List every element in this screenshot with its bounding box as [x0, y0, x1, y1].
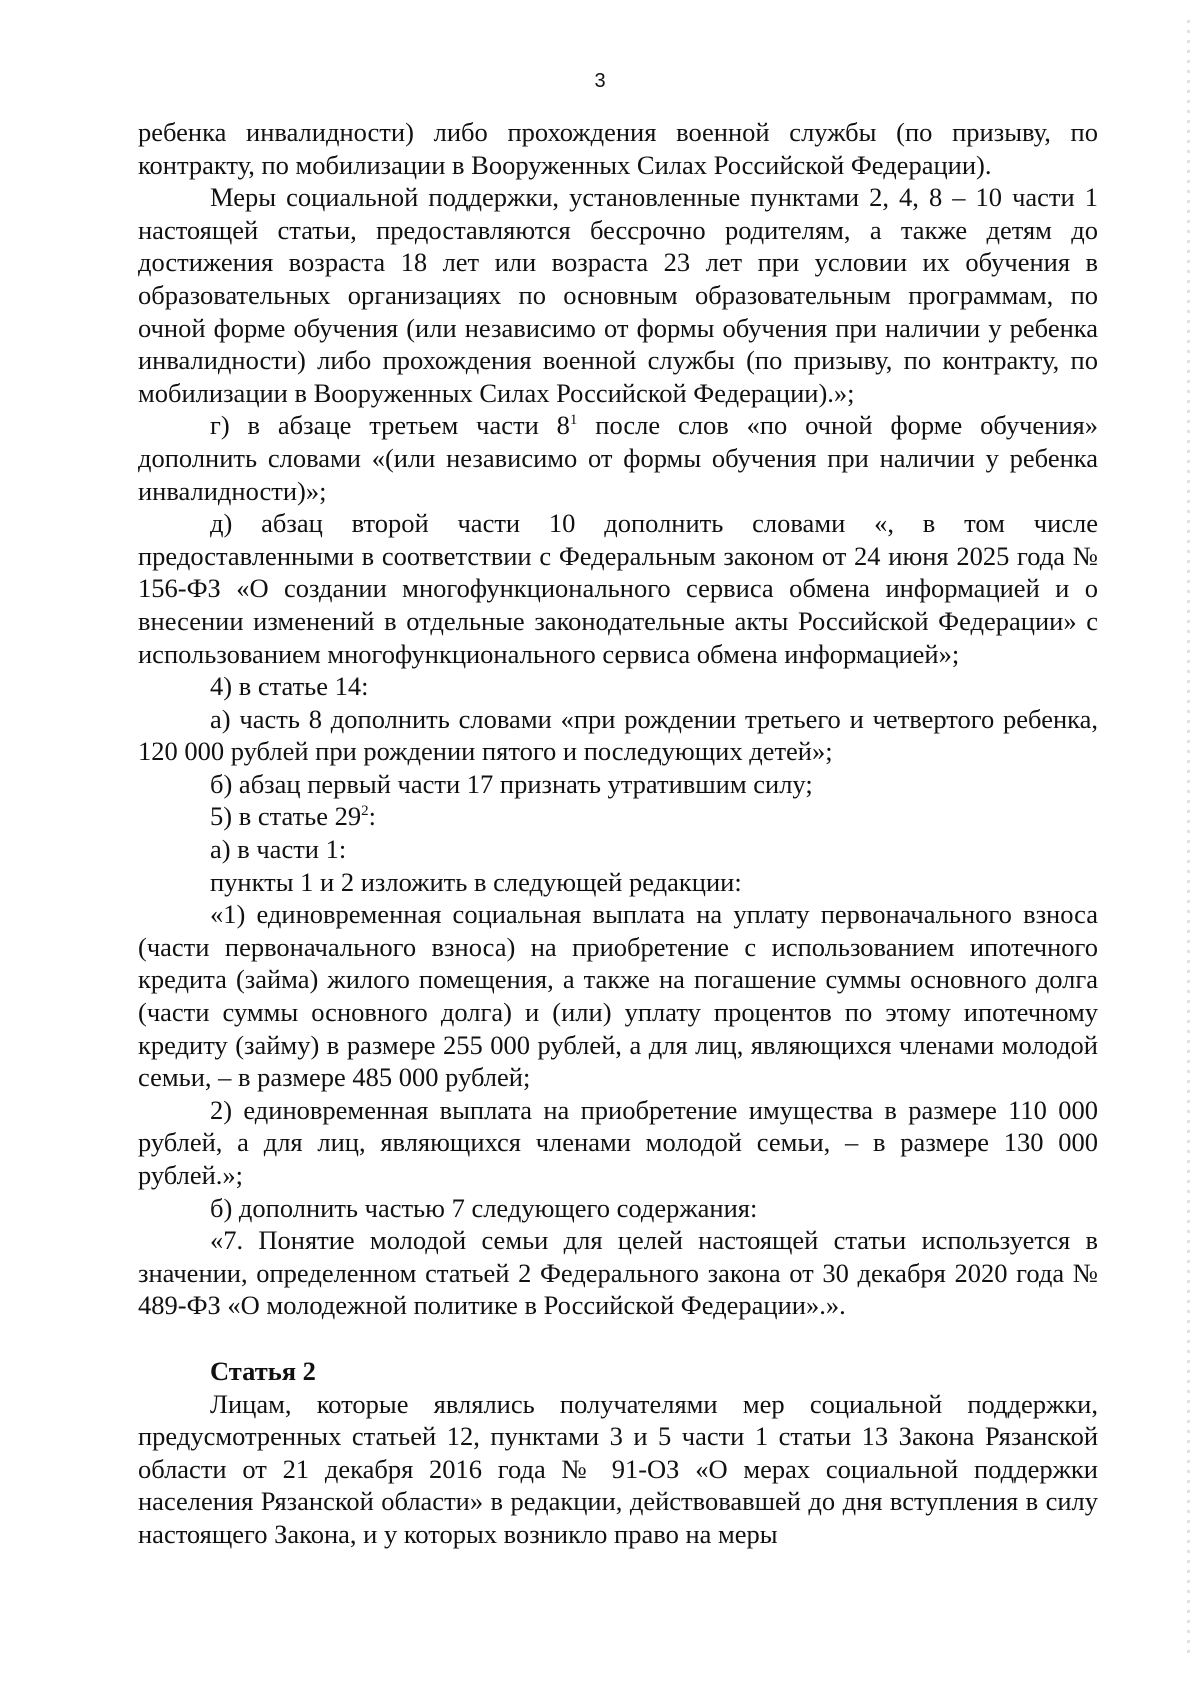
- paragraph-article-14-b: б) абзац первый части 17 признать утратившим силу;: [210, 768, 813, 799]
- page-number: 3: [594, 70, 606, 92]
- paragraph-continuation: ребенка инвалидности) либо прохождения военной службы (по призыву, по контракту, по мобилизации в Вооруженных Силах Российской Федерации).: [138, 117, 1098, 180]
- paragraph-part-7: «7. Понятие молодой семьи для целей настоящей статьи используется в значении, определенном статьей 2 Федерального закона от 30 декабря 2020 года № 489-ФЗ «О молодежной политике в Российской Федерации».».: [138, 1225, 1098, 1321]
- paragraph-point-2: 2) единовременная выплата на приобретение имущества в размере 110 000 рублей, а для лиц, являющихся членами молодой семьи, – в размере 130 000 рублей.»;: [138, 1094, 1098, 1190]
- paragraph-points-1-2: пункты 1 и 2 изложить в следующей редакции:: [210, 866, 742, 897]
- paragraph-article-14-a: а) часть 8 дополнить словами «при рождении третьего и четвертого ребенка, 120 000 рублей при рождении пятого и последующих детей»;: [138, 703, 1098, 767]
- paragraph-article-2: Лицам, которые являлись получателями мер социальной поддержки, предусмотренных статьей 12, пунктами 3 и 5 части 1 статьи 13 Закона Рязанской области от 21 декабря 2016 года № 91-ОЗ «О мерах социальной поддержки населения Рязанской области» в редакции, действовавшей до дня вступления в силу настоящего Закона, и у которых возникло право на меры: [138, 1388, 1098, 1549]
- paragraph-item-d: д) абзац второй части 10 дополнить словами «, в том числе предоставленными в соответствии с Федеральным законом от 24 июня 2025 года № 156-ФЗ «О создании многофункционального сервиса обмена информацией и о внесении изменений в отдельные законодательные акты Российской Федерации» с использованием многофункционального сервиса обмена информацией»;: [138, 508, 1098, 669]
- paragraph-support-measures: Меры социальной поддержки, установленные пунктами 2, 4, 8 – 10 части 1 настоящей статьи, предоставляются бессрочно родителям, а также детям до достижения возраста 18 лет или возраста 23 лет при условии их обучения в образовательных организациях по основным образовательным программам, по очной форме обучения (или независимо от формы обучения при наличии у ребенка инвалидности) либо прохождения военной службы (по призыву, по контракту, по мобилизации в Вооруженных Силах Российской Федерации).»;: [138, 182, 1098, 408]
- document-body: [138, 116, 1098, 1551]
- article-2-heading: Статья 2: [210, 1355, 316, 1386]
- paragraph-part-1: а) в части 1:: [210, 834, 347, 865]
- paragraph-add-part-7: б) дополнить частью 7 следующего содержания:: [210, 1192, 758, 1223]
- paragraph-article-29-2: 5) в статье $29^2$:: [210, 801, 377, 832]
- scan-edge-artifact: [1187, 20, 1190, 1660]
- paragraph-article-14: 4) в статье 14:: [210, 671, 369, 702]
- paragraph-item-g: г) в абзаце третьем части $8^1$ после слов «по очной форме обучения» дополнить словами «(или независимо от формы обучения при наличии у ребенка инвалидности)»;: [138, 410, 1098, 506]
- paragraph-point-1: «1) единовременная социальная выплата на уплату первоначального взноса (части первоначального взноса) на приобретение с использованием ипотечного кредита (займа) жилого помещения, а также на погашение суммы основного долга (части суммы основного долга) и (или) уплату процентов по этому ипотечному кредиту (займу) в размере 255 000 рублей, а для лиц, являющихся членами молодой семьи, – в размере 485 000 рублей;: [138, 899, 1098, 1093]
